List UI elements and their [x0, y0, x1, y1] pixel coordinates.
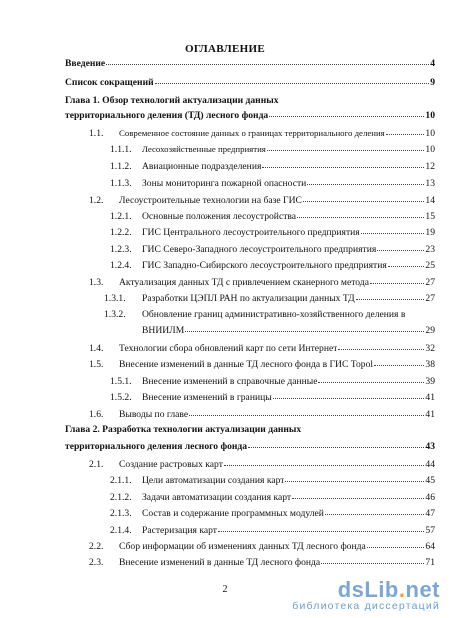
toc-entry-1-2[interactable] — [89, 194, 435, 207]
leader-dots — [292, 490, 424, 499]
toc-entry-label: Авиационные подразделения — [142, 161, 262, 172]
toc-entry-page: 43 — [425, 441, 435, 452]
toc-entry-page: 38 — [425, 359, 435, 370]
leader-dots — [248, 439, 424, 448]
toc-entry-number: 1.3.2. — [104, 309, 126, 320]
toc-chapter-2[interactable] — [65, 440, 435, 453]
toc-entry-label: Растеризация карт — [142, 525, 217, 536]
leader-dots — [386, 126, 425, 135]
toc-entry-page: 25 — [425, 260, 435, 271]
toc-entry-label: Введение — [65, 58, 106, 69]
toc-entry-page: 23 — [425, 244, 435, 255]
toc-entry-label: Сбор информации об изменениях данных ТД лесного фонда — [119, 541, 366, 552]
toc-entry-number: 2.1.2. — [110, 492, 132, 503]
toc-entry-number: 2.1.4. — [110, 525, 132, 536]
toc-entry-1-1-2[interactable] — [110, 160, 435, 173]
toc-entry-number: 1.5.2. — [110, 392, 132, 403]
toc-entry-number: 1.2. — [89, 195, 104, 206]
toc-entry-page: 41 — [425, 409, 435, 420]
toc-entry-number: 2.1. — [89, 459, 104, 470]
leader-dots — [356, 291, 425, 300]
toc-entry-page: 4 — [430, 58, 435, 69]
toc-entry-number: 1.1.3. — [110, 178, 132, 189]
toc-entry-number: 1.1. — [89, 128, 104, 139]
leader-dots — [267, 142, 425, 151]
toc-entry-2-2[interactable] — [89, 540, 435, 553]
toc-entry-number: 2.1.1. — [110, 475, 132, 486]
toc-entry-label: ГИС Северо-Западного лесоустроительного предприятия — [142, 244, 377, 255]
toc-entry-page: 41 — [425, 392, 435, 403]
leader-dots — [224, 457, 425, 466]
toc-entry-1-1-3[interactable] — [110, 177, 435, 190]
toc-entry-page: 32 — [425, 343, 435, 354]
toc-entry-number: 2.1.3. — [110, 508, 132, 519]
toc-entry-label: Состав и содержание программных модулей — [142, 508, 324, 519]
logo-tld: net — [405, 577, 440, 602]
toc-entry-1-3-2-cont[interactable] — [142, 324, 435, 337]
leader-dots — [106, 56, 429, 65]
toc-entry-page: 45 — [425, 475, 435, 486]
toc-entry-label: Технологии сбора обновлений карт по сети Интернет — [119, 343, 338, 354]
toc-entry-label: территориального деления (ТД) лесного фонда — [65, 110, 269, 121]
toc-entry-number: 1.3. — [89, 277, 104, 288]
toc-chapter-2-line-1[interactable]: Глава 2. Разработка технологии актуализации данных — [65, 424, 302, 435]
toc-entry-page: 10 — [425, 144, 435, 155]
logo-dot: . — [398, 577, 406, 602]
toc-entry-page: 57 — [425, 525, 435, 536]
toc-entry-label: Задачи автоматизации создания карт — [142, 492, 292, 503]
toc-entry-2-1-3[interactable] — [110, 507, 435, 520]
toc-entry-label: ГИС Центрального лесоустроительного предприятия — [142, 227, 360, 238]
leader-dots — [269, 108, 424, 117]
toc-entry-page: 14 — [425, 195, 435, 206]
toc-entry-page: 10 — [425, 128, 435, 139]
toc-entry-page: 10 — [425, 110, 435, 121]
toc-entry-2-1[interactable] — [89, 458, 435, 471]
toc-entry-label: Список сокращений — [65, 77, 154, 88]
toc-entry-number: 1.1.1. — [110, 144, 132, 155]
toc-entry-number: 2.3. — [89, 557, 104, 568]
toc-entry-2-1-1[interactable] — [110, 474, 435, 487]
toc-entry-2-1-2[interactable] — [110, 491, 435, 504]
toc-entry-1-2-4[interactable] — [110, 259, 435, 272]
toc-entry-number: 1.2.1. — [110, 211, 132, 222]
toc-entry-number: 2.2. — [89, 541, 104, 552]
toc-entry-2-1-4[interactable] — [110, 524, 435, 537]
leader-dots — [262, 159, 424, 168]
toc-entry-number: 1.4. — [89, 343, 104, 354]
leader-dots — [218, 523, 424, 532]
toc-entry-label: Лесохозяйственные предприятия — [142, 144, 266, 154]
toc-entry-label: Внесение изменений в данные ТД лесного фонда — [119, 557, 321, 568]
toc-entry-page: 71 — [425, 557, 435, 568]
toc-entry-label: Лесоустроительные технологии на базе ГИС — [119, 195, 302, 206]
leader-dots — [377, 242, 424, 251]
toc-entry-label: Обновление границ административно-хозяйственного деления в — [142, 309, 406, 320]
toc-chapter-1-line-1[interactable]: Глава 1. Обзор технологий актуализации данных — [65, 95, 279, 106]
toc-entry-page: 44 — [425, 459, 435, 470]
toc-title: ОГЛАВЛЕНИЕ — [185, 43, 265, 55]
toc-entry-label: Создание растровых карт — [119, 459, 223, 470]
toc-entry-number: 1.5. — [89, 359, 104, 370]
leader-dots — [318, 374, 424, 383]
toc-entry-label: Внесение изменений в данные ТД лесного фонда в ГИС Topol — [119, 359, 374, 370]
leader-dots — [388, 258, 425, 267]
toc-entry-abbreviations[interactable] — [65, 76, 435, 89]
toc-entry-number: 1.1.2. — [110, 161, 132, 172]
leader-dots — [338, 341, 424, 350]
toc-entry-1-2-3[interactable] — [110, 243, 435, 256]
toc-entry-label: Внесение изменений в справочные данные — [142, 376, 318, 387]
toc-entry-1-4[interactable] — [89, 342, 435, 355]
leader-dots — [361, 225, 425, 234]
toc-entry-number: 1.6. — [89, 409, 104, 420]
leader-dots — [325, 506, 424, 515]
leader-dots — [367, 539, 425, 548]
toc-entry-1-3-2[interactable] — [104, 309, 435, 321]
leader-dots — [321, 555, 424, 564]
toc-entry-label: территориального деления лесного фонда — [65, 441, 248, 452]
toc-entry-page: 12 — [425, 161, 435, 172]
toc-entry-2-3[interactable] — [89, 556, 435, 569]
dslib-watermark[interactable] — [292, 577, 440, 612]
toc-entry-page: 9 — [430, 77, 435, 88]
toc-entry-1-5-2[interactable] — [110, 391, 435, 404]
toc-entry-1-5[interactable] — [89, 358, 435, 371]
toc-entry-label: Зоны мониторинга пожарной опасности — [142, 178, 307, 189]
toc-entry-page: 46 — [425, 492, 435, 503]
logo-main: dsLib — [337, 577, 399, 602]
toc-entry-page: 13 — [425, 178, 435, 189]
toc-entry-1-5-1[interactable] — [110, 375, 435, 388]
toc-entry-page: 47 — [425, 508, 435, 519]
leader-dots — [307, 176, 424, 185]
toc-entry-label: Цели автоматизации создания карт — [142, 475, 285, 486]
toc-entry-1-3[interactable] — [89, 276, 435, 289]
leader-dots — [155, 75, 430, 84]
leader-dots — [285, 473, 424, 482]
toc-entry-label: ВНИИЛМ — [142, 325, 185, 336]
toc-entry-page: 15 — [425, 211, 435, 222]
toc-entry-page: 39 — [425, 376, 435, 387]
toc-entry-1-1-1[interactable] — [110, 143, 435, 156]
toc-entry-label: Современное состояние данных о границах территориального деления — [119, 128, 385, 138]
toc-entry-page: 64 — [425, 541, 435, 552]
toc-entry-page: 29 — [425, 325, 435, 336]
leader-dots — [185, 323, 424, 332]
toc-entry-number: 1.2.2. — [110, 227, 132, 238]
toc-entry-page: 19 — [425, 227, 435, 238]
page-number: 2 — [222, 584, 228, 595]
toc-entry-introduction[interactable] — [65, 57, 435, 70]
leader-dots — [189, 407, 424, 416]
toc-entry-label: Внесение изменений в границы — [142, 392, 272, 403]
toc-entry-1-2-1[interactable] — [110, 210, 435, 223]
watermark-subtitle: библиотека диссертаций — [292, 600, 440, 612]
toc-entry-1-1[interactable] — [89, 127, 435, 140]
toc-entry-number: 1.3.1. — [104, 293, 126, 304]
leader-dots — [297, 209, 424, 218]
toc-entry-page: 27 — [425, 293, 435, 304]
toc-entry-label: Выводы по главе — [119, 409, 189, 420]
toc-chapter-1[interactable] — [65, 109, 435, 122]
toc-entry-1-6[interactable] — [89, 408, 435, 421]
toc-entry-page: 27 — [425, 277, 435, 288]
leader-dots — [370, 275, 424, 284]
leader-dots — [303, 193, 424, 202]
leader-dots — [273, 390, 425, 399]
toc-entry-label: Актуализация данных ТД с привлечением сканерного метода — [119, 277, 369, 288]
toc-entry-number: 1.5.1. — [110, 376, 132, 387]
toc-entry-label: ГИС Западно-Сибирского лесоустроительного предприятия — [142, 260, 387, 271]
toc-entry-1-3-1[interactable] — [104, 292, 435, 305]
leader-dots — [374, 357, 424, 366]
toc-entry-label: Основные положения лесоустройства — [142, 211, 297, 222]
toc-entry-label: Разработки ЦЭПЛ РАН по актуализации данных ТД — [142, 293, 355, 304]
toc-entry-1-2-2[interactable] — [110, 226, 435, 239]
toc-entry-number: 1.2.4. — [110, 260, 132, 271]
toc-entry-number: 1.2.3. — [110, 244, 132, 255]
